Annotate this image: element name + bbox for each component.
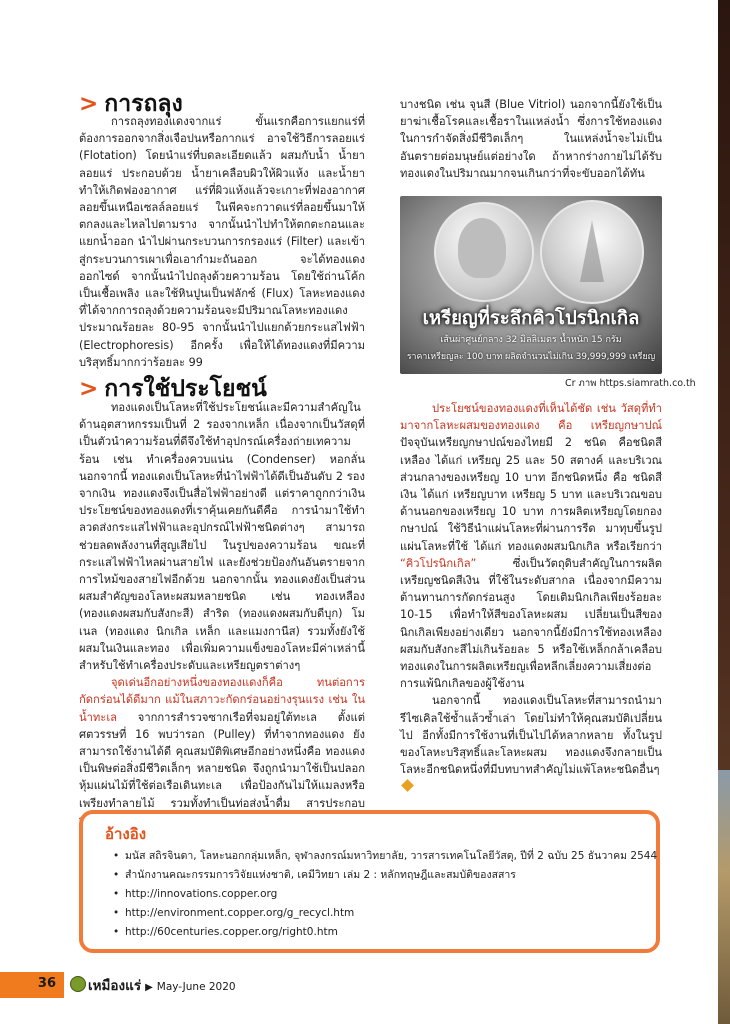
heading-uses-text: การใช้ประโยชน์ — [104, 376, 267, 402]
uses-body — [79, 399, 365, 810]
reference-item: • มนัส สถิรจินดา, โลหะนอกกลุ่มเหล็ก, จุฬาลงกรณ์มหาวิทยาลัย, วารสารเทคโนโลยีวัสดุ, ปีที่ 2 ฉบับ 25 ธันวาคม 2544 — [113, 847, 657, 866]
coins-paragraph — [400, 400, 662, 692]
mining-paragraph: การถลุงทองแดงจากแร่ ขั้นแรกคือการแยกแร่ที่ต้องการออกจากสิ่งเจือปนหรือกากแร่ อาจใช้วิธีการลอยแร่ (Flotation) โดยนำแร่ที่บดละเอียดแล้ว ผสมกับน้ำ น้ำยาลอยแร่ ประกอบด้วย น้ำยาเคลือบผิวให้ผิวแห้ง และน้ำยาทำให้เกิดฟองอากาศ แร่ที่ผิวแห้งแล้วจะเกาะที่ฟองอากาศลอยขึ้นเหนือเซลล์ลอยแร่ ในพีคจะกวาดแร่ที่ลอยขึ้นมาให้ตกลงและไหลไปตามราง จากนั้นนำไปทำให้ตกตะกอนและแยกน้ำออก นำไปผ่านกระบวนการกรองแร่ (Filter) และเข้าสู่กระบวนการเผาเพื่อเอากำมะถันออก จะได้ทองแดงออกไซด์ จากนั้นนำไปถลุงด้วยความร้อน โดยใช้ถ่านโค้กเป็นเชื้อเพลิง และใช้หินปูนเป็นฟลักซ์ (Flux) โลหะทองแดงที่ได้จากการถลุงด้วยความร้อนจะมีปริมาณโลหะทองแดงประมาณร้อยละ 80-95 จากนั้นนำไปแยกด้วยกระแสไฟฟ้า (Electrophoresis) อีกครั้ง เพื่อให้ได้ทองแดงที่มีความบริสุทธิ์มากกว่าร้อยละ 99 — [79, 115, 365, 369]
end-mark-icon — [401, 780, 414, 793]
right-top-body — [400, 96, 662, 194]
uses-paragraph-1: ทองแดงเป็นโลหะที่ใช้ประโยชน์และมีความสำคัญในด้านอุตสาหกรรมเป็นที่ 2 รองจากเหล็ก เนื่องจากเป็นวัสดุที่เป็นตัวนำความร้อนที่ดีจึงใช้ทำอุปกรณ์เครื่องถ่ายเทความร้อน เช่น ทำเครื่องควบแน่น (Condenser) หอกลั่น นอกจากนี้ ทองแดงเป็นโลหะที่นำไฟฟ้าได้ดีเป็นอันดับ 2 รองจากเงิน ทองแดงจึงเป็นสื่อไฟฟ้าอย่างดี แต่ราคาถูกกว่าเงิน ประโยชน์ของทองแดงที่เราคุ้นเคยกันดีคือ การนำมาใช้ทำลวดส่งกระแสไฟฟ้าและอุปกรณ์ไฟฟ้าชนิดต่างๆ สามารถช่วยลดพลังงานที่สูญเสียไป ในรูปของความร้อน ขณะที่กระแสไฟฟ้าไหลผ่านสายไฟ และยังช่วยป้องกันอันตรายจากการไหม้ของสายไฟอีกด้วย นอกจากนั้น ทองแดงยังเป็นส่วนผสมสำคัญของโลหะผสมหลายชนิด เช่น ทองเหลือง (ทองแดงผสมกับสังกะสี) สำริด (ทองแดงผสมกับดีบุก) โมเนล (ทองแดง นิกเกิล เหล็ก และแมงกานีส) รวมทั้งยังใช้ผสมในเงินและทอง เพื่อเพิ่มความแข็งของโลหะมีค่าเหล่านี้ สำหรับใช้ทำเครื่องประดับและเหรียญตราต่างๆ — [79, 401, 365, 673]
magazine-name: เหมืองแร่ — [88, 978, 142, 994]
right-top-paragraph: บางชนิด เช่น จุนสี (Blue Vitriol) นอกจากนี้ยังใช้เป็นยาฆ่าเชื้อโรคและเชื้อราในแหล่งน้ำ ซึ่งการใช้ทองแดงในการกำจัดสิ่งมีชีวิตเล็กๆ ในแหล่งน้ำจะไม่เป็นอันตรายต่อมนุษย์แต่อย่างใด ถ้าหากร่างกายไม่ได้รับทองแดงในปริมาณมากจนเกินกว่าที่จะขับออกได้ทัน — [400, 98, 662, 180]
page-number: 36 — [37, 976, 56, 991]
reference-link[interactable]: • http://environment.copper.org/g_recycl.htm — [113, 904, 657, 923]
photo-credit: Cr ภาพ https.siamrath.co.th — [565, 378, 696, 389]
temple-relief — [580, 220, 604, 282]
issue-date: May-June 2020 — [156, 981, 236, 993]
cupronickel-term: “คิวโปรนิกเกิล” — [400, 556, 477, 570]
recycle-text: นอกจากนี้ ทองแดงเป็นโลหะที่สามารถนำมารีไซเคิลใช้ซ้ำแล้วซ้ำเล่า โดยไม่ทำให้คุณสมบัติเปลี่ยนไป อีกทั้งมีการใช้งานที่เป็นไปได้หลากหลาย ทั้งในรูปของโลหะบริสุทธิ์และโลหะผสม ทองแดงจึงกลายเป็นโลหะอีกชนิดหนึ่งที่มีบทบาทสำคัญไม่แพ้โลหะชนิดอื่นๆ — [400, 694, 662, 777]
reference-link[interactable]: • http://innovations.copper.org — [113, 885, 657, 904]
coin-caption-title: เหรียญที่ระลึกคิวโปรนิกเกิล — [422, 308, 640, 329]
heading-arrow-icon: > — [79, 91, 99, 117]
coins-highlight: ประโยชน์ของทองแดงที่เห็นได้ชัด เช่น วัสดุที่ทำมาจากโลหะผสมของทองแดง คือ เหรียญกษาปณ์ — [400, 402, 662, 433]
uses-paragraph-2 — [79, 674, 365, 829]
mountain-photo-strip — [718, 770, 730, 1024]
heading-mining-text: การถลุง — [104, 91, 183, 117]
right-bottom-body — [400, 400, 662, 800]
reference-item: • สำนักงานคณะกรรมการวิจัยแห่งชาติ, เคมีวิทยา เล่ม 2 : หลักทฤษฎีและสมบัติของสสาร — [113, 866, 657, 885]
footer-arrow-icon: ▶ — [145, 982, 153, 993]
coin-caption-spec: เส้นผ่าศูนย์กลาง 32 มิลลิเมตร น้ำหนัก 15 กรัม — [440, 335, 622, 345]
coin-photo — [400, 196, 662, 374]
page-number-tab — [0, 972, 64, 998]
uses-paragraph-2-text: จากการสำรวจซากเรือที่จมอยู่ใต้ทะเล ตั้งแต่ศตวรรษที่ 16 พบว่ารอก (Pulley) ที่ทำจากทองแดง ยังสามารถใช้งานได้ดี คุณสมบัติพิเศษอีกอย่างหนึ่งคือ ทองแดงเป็นพิษต่อสิ่งมีชีวิตเล็กๆ หลายชนิด จึงถูกนำมาใช้เป็นปลอกหุ้มแผ่นไม้ที่ใช้ต่อเรือเดินทะเล เพื่อป้องกันไม่ให้แมลงหรือเพรียงทำลายไม้ รวมทั้งทำเป็นท่อส่งน้ำดื่ม สารประกอบ — [79, 710, 365, 810]
references-box — [79, 810, 660, 953]
recycle-paragraph — [400, 692, 662, 795]
references-list — [113, 847, 657, 942]
heading-arrow-icon: > — [79, 376, 99, 402]
coins-text-a: ปัจจุบันเหรียญกษาปณ์ของไทยมี 2 ชนิด คือชนิดสีเหลือง ได้แก่ เหรียญ 25 และ 50 สตางค์ และบริเวณส่วนกลางของเหรียญ 10 บาท อีกชนิดหนึ่ง คือ ชนิดสีเงิน ได้แก่ เหรียญบาท เหรียญ 5 บาท และบริเวณขอบด้านนอกของเหรียญ 10 บาท การผลิตเหรียญโดยกองกษาปณ์ ใช้วิธีนำแผ่นโลหะที่ผ่านการรีด มาทุบขึ้นรูป แผ่นโลหะที่ใช้ ได้แก่ ทองแดงผสมนิกเกิล หรือเรียกว่า — [400, 436, 662, 553]
references-title: อ้างอิง — [105, 825, 147, 843]
magazine-footer — [70, 974, 236, 996]
coin-caption-price: ราคาเหรียญละ 100 บาท ผลิตจำนวนไม่เกิน 39,999,999 เหรียญ — [406, 352, 656, 362]
uses-highlight: จุดเด่นอีกอย่างหนึ่งของทองแดงก็คือ ทนต่อการกัดกร่อนได้ดีมาก แม้ในสภาวะกัดกร่อนอย่างรุนแรง เช่น ในน้ำทะเล — [79, 676, 365, 724]
coins-text-b: ซึ่งเป็นวัตถุดิบสำคัญในการผลิตเหรียญชนิดสีเงิน ที่ใช้ในระดับสากล เนื่องจากมีความต้านทานการกัดกร่อนสูง โดยเติมนิกเกิลเพียงร้อยละ 10-15 เพื่อทำให้สีของโลหะผสม เปลี่ยนเป็นสีของนิกเกิลเพียงอย่างเดียว นอกจากนี้ยังมีการใช้ทองเหลืองผสมกับสังกะสีไม่เกินร้อยละ 5 หรือใช้เหล็กกล้าเคลือบทองแดงในการผลิตเหรียญเพื่อหลีกเลี่ยงความเสี่ยงต่อการแพ้นิกเกิลของผู้ใช้งาน — [400, 556, 662, 691]
portrait-relief — [458, 218, 506, 278]
mining-body — [79, 113, 365, 369]
background-photo-edge — [718, 0, 730, 1024]
reference-link[interactable]: • http://60centuries.copper.org/right0.htm — [113, 923, 657, 942]
coin-temple-side — [540, 200, 644, 304]
magazine-logo-icon — [70, 976, 86, 992]
coin-portrait-side — [434, 202, 534, 302]
